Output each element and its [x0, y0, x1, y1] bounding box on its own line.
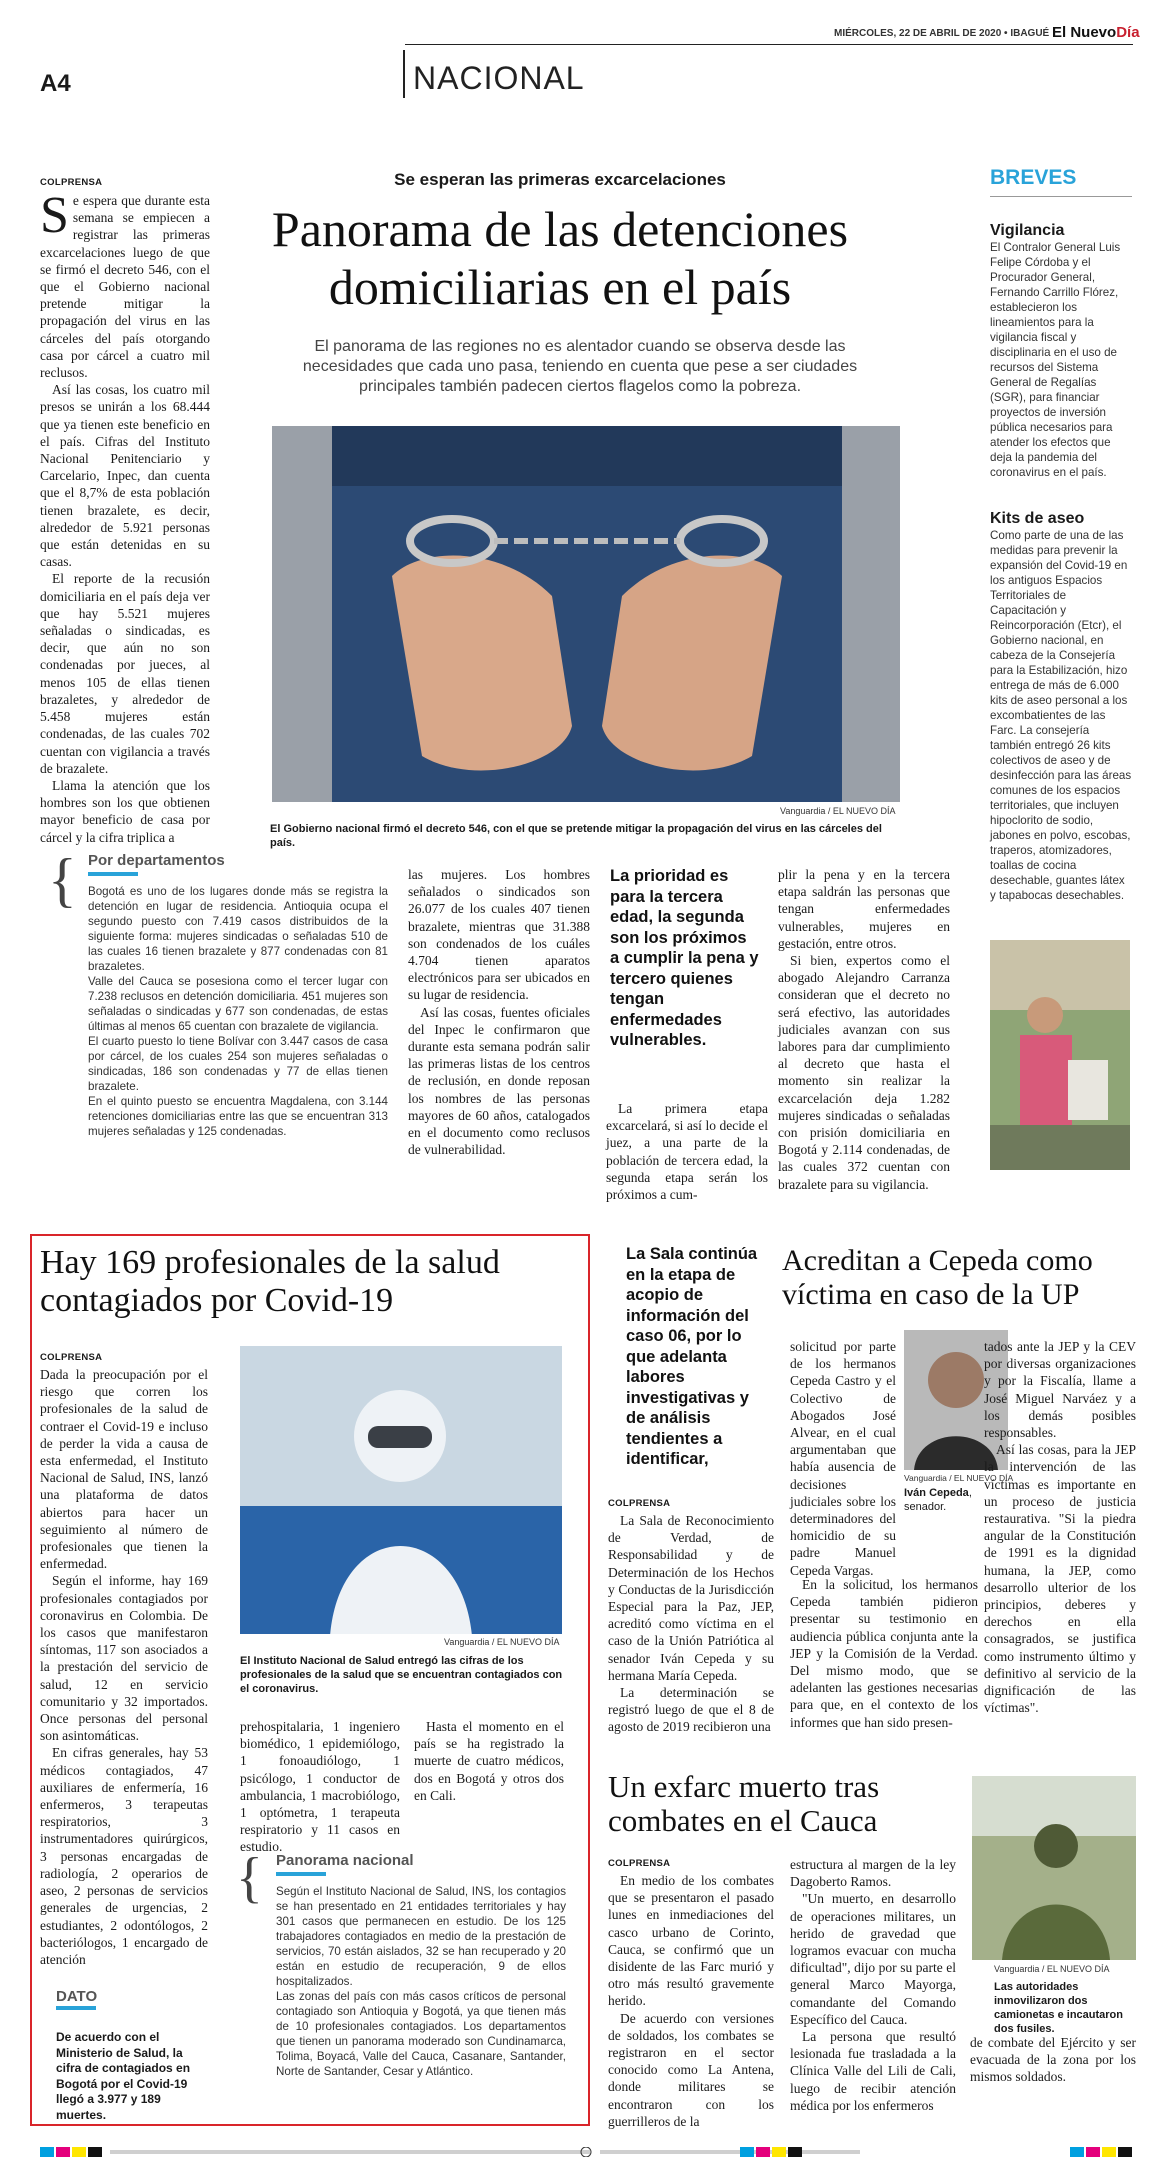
caption-name: Iván Cepeda [904, 1487, 969, 1499]
breves-title: BREVES [990, 166, 1077, 189]
health-col3 [414, 1718, 564, 1804]
headline-line: Hay 169 profesionales de la salud [40, 1244, 500, 1281]
jep-pull-quote: La Sala continúa en la etapa de acopio de información del caso 06, por lo que adelanta labores investigativas y de análisis tendientes a identificar, [626, 1245, 758, 1468]
cauca-col2 [790, 1856, 956, 2114]
headline-line: víctima en caso de la UP [782, 1278, 1080, 1311]
headline-line: combates en el Cauca [608, 1803, 878, 1838]
kits-illustration [990, 940, 1130, 1170]
paragraph: La Sala de Reconocimiento de Verdad, de Responsabilidad y de Determinación de los Hechos y Conductas de la Jurisdicción Especial para la Paz, JEP, acreditó como víctima en el caso de la Unión Patriótica al senador Iván Cepeda y su hermana María Cepeda. [608, 1513, 774, 1683]
brand-logo [1052, 24, 1140, 41]
main-left-column [40, 187, 210, 846]
paragraph: tados ante la JEP y la CEV por diversas organizaciones y por la Fiscalía, llame a José Miguel Narváez y a los demás posibles responsables. [984, 1339, 1136, 1441]
main-right-column [778, 866, 950, 1193]
sidebar-brace: { [48, 847, 77, 913]
paragraph: Así las cosas, fuentes oficiales del Inpec le confirmaron que durante esta semana podrán salir las primeras listas de los centros de reclusión, en donde reposan los nombres de las personas mayores de 60 años, catalogados en el documento como reclusos de vulnerabilidad. [408, 1004, 590, 1158]
paragraph: Hasta el momento en el país se ha registrado la muerte de cuatro médicos, dos en Bogotá y otros dos en Cali. [414, 1719, 564, 1803]
cauca-photo-credit: Vanguardia / EL NUEVO DÍA [994, 1964, 1110, 1974]
paragraph: Bogotá es uno de los lugares donde más se registra la detención en lugar de residencia. Antioquia ocupa el segundo puesto con 7.419 casos distribuidos de la siguiente forma: mujeres sindicadas o señaladas 510 de las cuales 16 tienen brazalete y 877 condenadas con 81 brazaletes. [88, 885, 388, 973]
cepeda-left-column-cont [790, 1576, 978, 1731]
paragraph: plir la pena y en la tercera etapa saldrán las personas que tengan enfermedades vulnerables, mujeres en gestación, entre otros. [778, 867, 950, 951]
headline-line: domiciliarias en el país [328, 259, 792, 315]
paragraph: De acuerdo con versiones de soldados, los combates se registraron en el sector conocido como La Antena, donde militares se encontraron con los guerrilleros de la [608, 2010, 774, 2129]
paragraph: las mujeres. Los hombres señalados o sindicados son 26.077 de los cuales 407 tienen brazalete, mientras que 31.388 son condenados de los cuáles 4.704 tienen aparatos electrónicos para ser ubicados en su lugar de residencia. [408, 867, 590, 1003]
soldier-illustration [972, 1776, 1136, 1960]
cauca-photo-caption: Las autoridades inmovilizaron dos camionetas e incautaron dos fusiles. [994, 1981, 1123, 2035]
main-byline: COLPRENSA [40, 177, 103, 188]
cauca-col3 [970, 2034, 1136, 2086]
headline-line: Acreditan a Cepeda como [782, 1244, 1093, 1277]
cepeda-headline [782, 1244, 1142, 1312]
paragraph: Según el Instituto Nacional de Salud, INS, los contagios se han presentado en 21 entidades territoriales y hay 301 casos que permanecen en estudio. De los 125 trabajadores contagiados en medio de la prestación de servicios, 70 están aislados, 32 se han recuperado y 20 están en estudio de recuperación, 9 de ellos hospitalizados. [276, 1885, 566, 1988]
health-worker-illustration [240, 1346, 562, 1634]
paragraph: Valle del Cauca se posesiona como el tercer lugar con 7.238 reclusos en detención domiciliaria. 451 mujeres son señaladas o sindicadas y 677 son condenadas, de estas últimas al menos 65 cuentan con brazalete de vigilancia. [88, 975, 388, 1033]
paragraph: Llama la atención que los hombres son los que obtienen mayor beneficio de casa por cárcel y la cifra triplica a [40, 777, 210, 845]
section-divider [403, 50, 405, 98]
main-pull-quote: La prioridad es para la tercera edad, la segunda son los próximos a cumplir la pena y tercero quienes tengan enfermedades vulnerables. [610, 867, 759, 1049]
sidebar-text [88, 884, 388, 1139]
paragraph: Si bien, expertos como el abogado Alejandro Carranza consideran que el decreto no será efectivo, las autoridades judiciales avanzan con sus labores para dar cumplimiento al decreto que hasta el momento sin realizar la excarcelación deja 1.282 mujeres sindicadas o señaladas con prisión domiciliaria en Bogotá y 2.114 condenadas, de las cuales 372 cuentan con brazalete para su vigilancia. [778, 953, 950, 1192]
kits-photo [990, 940, 1130, 1170]
sidebar-title-underline [88, 872, 138, 876]
health-col1 [40, 1366, 208, 1968]
handcuffs-illustration [272, 426, 900, 802]
jep-column [608, 1512, 774, 1736]
header-rule [405, 44, 1133, 45]
headline-line: contagiados por Covid-19 [40, 1282, 394, 1319]
caption-role: , senador. [904, 1487, 972, 1513]
paragraph: En medio de los combates que se presentaron el pasado lunes en inmediaciones del casco urbano de Corinto, Cauca, se confirmó que un disidente de las Farc murió y otro más resultó gravemente herido. [608, 1873, 774, 2009]
cepeda-right-column [984, 1338, 1136, 1716]
paragraph: La determinación se registró luego de que el 8 de agosto de 2019 recibieron una [608, 1685, 774, 1735]
page-number: A4 [40, 70, 71, 97]
date-line: MIÉRCOLES, 22 DE ABRIL DE 2020 • IBAGUÉ [834, 28, 1050, 39]
section-name: NACIONAL [413, 60, 585, 96]
paragraph: Dada la preocupación por el riesgo que corren los profesionales de la salud de contraer el Covid-19 e incluso de perder la vida a causa de esta enfermedad, el Instituto Nacional de Salud, INS, lanzó una plataforma de datos abiertos para hacer un seguimiento al número de profesionales que tienen la enfermedad. [40, 1367, 208, 1572]
paragraph: El reporte de la recusión domiciliaria en el país deja ver que hay 5.521 mujeres señaladas o sindicadas, es decir, que aún no son condenadas por jueces, al menos 105 de ellas tienen brazaletes, y alrededor de 5.458 mujeres están condenadas, de las cuales 702 cuentan con vigilancia a través de brazalete. [40, 571, 210, 776]
dato-text: De acuerdo con el Ministerio de Salud, la cifra de contagiados en Bogotá por el Covid-19 llegó a 3.977 y 189 muertes. [56, 2030, 191, 2122]
paragraph: Así las cosas, los cuatro mil presos se unirán a los 68.444 que ya tienen este beneficio en el país. Cifras del Instituto Nacional Penitenciario y Carcelario, Inpec, dan cuenta que el 8,7% de esta población tienen brazalete, es decir, alrededor de 5.921 personas que están detenidas en su casas. [40, 382, 210, 570]
cauca-byline: COLPRENSA [608, 1858, 671, 1869]
dato-title: DATO [56, 1988, 98, 2005]
health-sidebar-text [276, 1884, 566, 2079]
paragraph: Así las cosas, para la JEP la intervención de las víctimas es importante en un proceso de justicia restaurativa. "Si la piedra angular de la Constitución de 1991 es la dignidad humana, la JEP, como desarrollo ulterior de los principios, deberes y derechos en ella consagrados, se justifica como instrumento último y definitivo al servicio de la dignificación de las víctimas". [984, 1442, 1136, 1716]
paragraph: prehospitalaria, 1 ingeniero biomédico, 1 epidemiólogo, 1 fonoaudiólogo, 1 psicólogo, 1 conductor de ambulancia, 1 macrobiólogo, 1 optómetra, 1 terapeuta respiratorio y 11 casos en estudio. [240, 1719, 400, 1855]
breves-rule [990, 196, 1132, 197]
main-photo-caption: El Gobierno nacional firmó el decreto 546, con el que se pretende mitigar la propagación del virus en las cárceles del país. [270, 823, 882, 849]
health-col2 [240, 1718, 400, 1856]
brand-name-accent: Día [1116, 24, 1140, 41]
paragraph: solicitud por parte de los hermanos Cepeda Castro y el Colectivo de Abogados José Alvear, en el cual argumentaban que había ausencia de decisiones judiciales sobre los determinadores del homicidio de su padre Manuel Cepeda Vargas. [790, 1339, 896, 1578]
health-photo-credit: Vanguardia / EL NUEVO DÍA [444, 1637, 560, 1647]
main-headline [210, 200, 910, 316]
cauca-col1 [608, 1872, 774, 2130]
cauca-photo [972, 1776, 1136, 1960]
main-kicker: Se esperan las primeras excarcelaciones [394, 170, 726, 189]
health-sidebar-title: Panorama nacional [276, 1852, 414, 1869]
health-headline [40, 1244, 580, 1320]
health-sidebar-underline [276, 1872, 326, 1876]
paragraph: Las zonas del país con más casos críticos de personal contagiado son Antioquia y Bogotá, ya que tienen más de 10 profesionales contagiados. Los departamentos que tienen un panorama moderado son Cundinamarca, Tolima, Boyacá, Valle del Cauca, Casanare, Santander, Norte de Santander, Cesar y Atlántico. [276, 1990, 566, 2078]
cepeda-left-column [790, 1338, 896, 1579]
handcuffs-photo [272, 426, 900, 802]
sidebar-title: Por departamentos [88, 852, 225, 869]
main-quote-column-text [606, 1100, 768, 1203]
brand-name: El Nuevo [1052, 24, 1117, 41]
health-sidebar-brace: { [236, 1847, 263, 1909]
headline-line: Panorama de las detenciones [271, 201, 849, 257]
paragraph: El cuarto puesto lo tiene Bolívar con 3.447 casos de casa por cárcel, de los cuales 254 son mujeres señaladas o sindicadas, 186 son condenadas y 77 de ellas tienen brazalete. [88, 1035, 388, 1093]
print-color-bar [40, 2144, 1132, 2154]
paragraph: La primera etapa excarcelará, si así lo decide el juez, a una parte de la población de tercera edad, la segunda etapa serán los próximos a cum- [606, 1101, 768, 1203]
paragraph: En cifras generales, hay 53 médicos contagiados, 47 auxiliares de enfermería, 16 enfermeros, 3 terapeutas respiratorios, 3 instrumentadores quirúrgicos, 3 personas encargadas de radiología, 2 operarios de aseo, 2 personas de servicios generales de urgencias, 2 estudiantes, 2 odontólogos, 2 bacteriólogos, 1 encargado de atención [40, 1745, 208, 1967]
paragraph: Según el informe, hay 169 profesionales contagiados por coronavirus en Colombia. De los casos que manifestaron síntomas, 117 son asociados a la prestación del servicio de salud, 12 en servicio comunitario y 32 importados. Once personas del personal son asintomáticas. [40, 1573, 208, 1744]
color-registration-bar [40, 2147, 1132, 2157]
jep-byline: COLPRENSA [608, 1498, 671, 1509]
paragraph: En el quinto puesto se encuentra Magdalena, con 3.144 retenciones domiciliarias entre las que se encuentran 313 mujeres señaladas y 125 condenadas. [88, 1095, 388, 1138]
health-photo [240, 1346, 562, 1634]
paragraph: En la solicitud, los hermanos Cepeda también pidieron presentar su testimonio en audiencia pública conjunta ante la JEP y la Comisión de la Verdad. Del mismo modo, que se adelanten las gestiones necesarias para que, en el contexto de los informes que han sido presen- [790, 1577, 978, 1730]
paragraph: "Un muerto, en desarrollo de operaciones militares, un herido de gravedad que logramos evacuar con mucha dificultad", dijo por su parte el general Marco Mayorga, comandante del Comando Específico del Cauca. [790, 1891, 956, 2027]
breves-item-text: Como parte de una de las medidas para prevenir la expansión del Covid-19 en los antiguos Espacios Territoriales de Capacitación y Reincorporación (Etcr), el Gobierno nacional, en cabeza de la Consejería para la Estabilización, hizo entrega de más de 6.000 kits de aseo personal a los excombatientes de las Farc. La consejería también entregó 26 kits colectivos de aseo y de desinfección para las áreas comunes de los espacios territoriales, que incluyen hipoclorito de sodio, jabones en polvo, escobas, traperos, atomizadores, toallas de cocina desechable, guantes látex y tapabocas desechables. [990, 529, 1132, 902]
paragraph: de combate del Ejército y ser evacuada de la zona por los mismos soldados. [970, 2035, 1136, 2085]
breves-item-title: Vigilancia [990, 222, 1065, 239]
main-mid-column [408, 866, 590, 1158]
drop-cap: S [40, 187, 69, 244]
paragraph: La persona que resultó lesionada fue trasladada a la Clínica Valle del Lili de Cali, luego de recibir atención médica por los enfermeros [790, 2029, 956, 2113]
breves-item-text: El Contralor General Luis Felipe Córdoba y el Procurador General, Fernando Carrillo Flórez, establecieron los lineamientos para la vigilancia fiscal y disciplinaria en el uso de recursos del Sistema General de Regalías (SGR), para financiar proyectos de inversión pública necesarios para atender los efectos que deja la pandemia del coronavirus en el país. [990, 241, 1121, 479]
breves-item-title: Kits de aseo [990, 510, 1085, 527]
cauca-headline [608, 1770, 988, 1838]
health-byline: COLPRENSA [40, 1352, 103, 1363]
paragraph: estructura al margen de la ley Dagoberto Ramos. [790, 1857, 956, 1890]
cepeda-photo-credit: Vanguardia / EL NUEVO DÍA [904, 1473, 1014, 1483]
main-photo-credit: Vanguardia / EL NUEVO DÍA [780, 806, 896, 816]
headline-line: Un exfarc muerto tras [608, 1769, 880, 1804]
main-deck: El panorama de las regiones no es alentador cuando se observa desde las necesidades que cada uno pasa, teniendo en cuenta que pese a ser ciudades principales también padecen ciertos flagelos como la pobreza. [302, 338, 858, 395]
paragraph: e espera que durante esta semana se empiecen a registrar las primeras excarcelaciones luego de que se firmó el decreto 546, con el que el Gobierno nacional pretende mitigar la propagación del virus en las cárceles del país otorgando casa por cárcel a cuatro mil reclusos. [40, 193, 210, 381]
dato-underline [56, 2006, 96, 2010]
health-photo-caption: El Instituto Nacional de Salud entregó las cifras de los profesionales de la salud que se encuentran contagiados con el coronavirus. [240, 1655, 563, 1695]
